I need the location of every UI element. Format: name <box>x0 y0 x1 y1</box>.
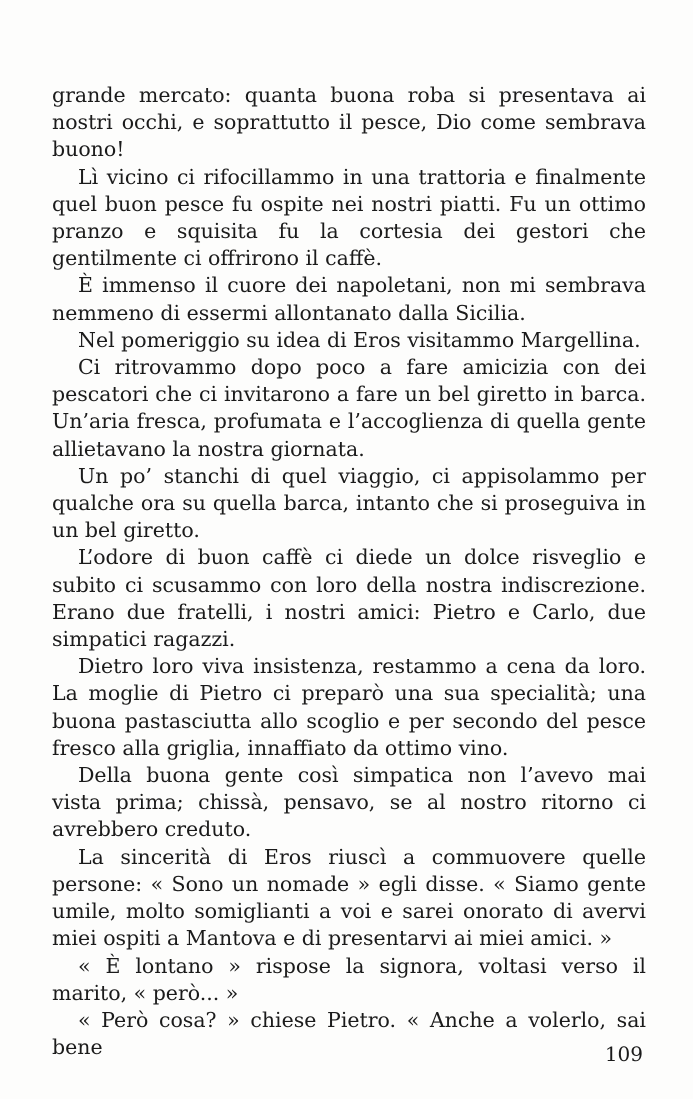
paragraph-9: Della buona gente così simpatica non l’avevo mai vista prima; chissà, pensavo, se al nostro ritorno ci avrebbero creduto. <box>52 763 646 842</box>
page-number: 109 <box>604 1042 643 1066</box>
paragraph-3: È immenso il cuore dei napoletani, non mi sembrava nemmeno di essermi allontanato dalla Sicilia. <box>52 273 646 325</box>
paragraph-8: Dietro loro viva insistenza, restammo a cena da loro. La moglie di Pietro ci preparò una sua specialità; una buona pastasciutta allo scoglio e per secondo del pesce fresco alla griglia, innaffiato da ottimo vino. <box>52 654 646 760</box>
paragraph-10: La sincerità di Eros riuscì a commuovere quelle persone: « Sono un nomade » egli disse. « Siamo gente umile, molto somiglianti a voi e sarei onorato di avervi miei ospiti a Mantova e di presentarvi ai miei amici. » <box>52 844 646 951</box>
paragraph-1: grande mercato: quanta buona roba si presentava ai nostri occhi, e soprattutto il pesce, Dio come sembrava buono! <box>52 83 646 162</box>
paragraph-12: « Però cosa? » chiese Pietro. « Anche a volerlo, sai bene <box>52 1007 646 1060</box>
paragraph-7: L’odore di buon caffè ci diede un dolce risveglio e subito ci scusammo con loro della nostra indiscrezione. Erano due fratelli, i nostri amici: Pietro e Carlo, due simpatici ragazzi. <box>52 545 646 652</box>
paragraph-4: Nel pomeriggio su idea di Eros visitammo Margellina. <box>78 327 641 352</box>
body-text <box>52 82 646 1061</box>
paragraph-5: Ci ritrovammo dopo poco a fare amicizia con dei pescatori che ci invitarono a fare un bel giretto in barca. Un’aria fresca, profumata e l’accoglienza di quella gente allietavano la nostra giornata. <box>52 355 646 461</box>
paragraph-2: Lì vicino ci rifocillammo in una trattoria e finalmente quel buon pesce fu ospite nei nostri piatti. Fu un ottimo pranzo e squisita fu la cortesia dei gestori che gentilmente ci offrirono il caffè. <box>52 164 646 271</box>
paragraph-6: Un po’ stanchi di quel viaggio, ci appisolammo per qualche ora su quella barca, intanto che si proseguiva in un bel giretto. <box>52 463 646 543</box>
paragraph-11: « È lontano » rispose la signora, voltasi verso il marito, « però... » <box>52 953 646 1005</box>
